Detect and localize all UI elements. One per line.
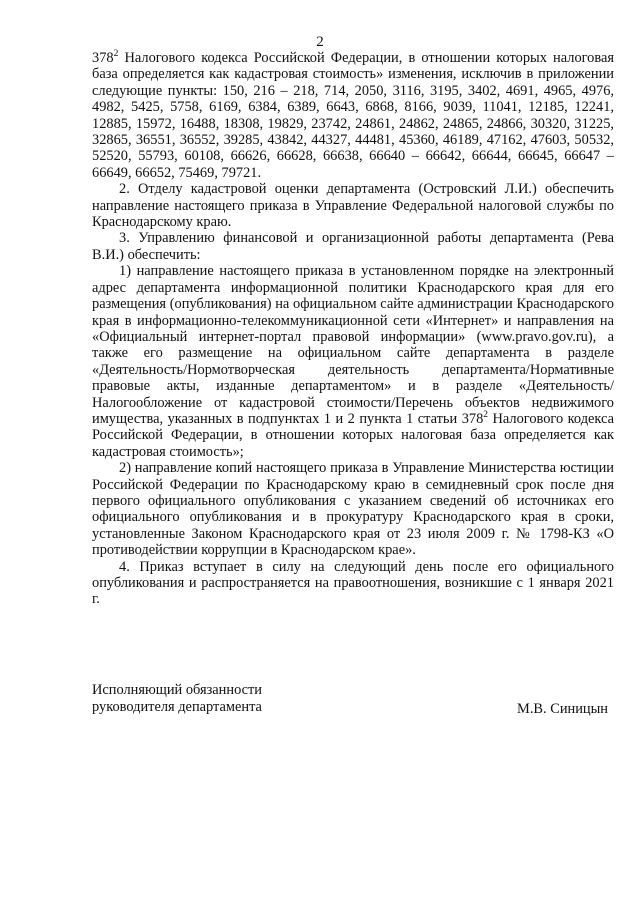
paragraph-3-1 xyxy=(92,263,614,460)
paragraph-text: 1) направление настоящего приказа в установленном порядке на электронный адрес департамента информационной политики Краснодарского края для его размещения (опубликования) на официальном сайте администрации Краснодарского края в информационно-телекоммуникационной сети «Интернет» и направления на «Официальный интернет-портал правовой информации» (www.pravo.gov.ru), а также его размещение на официальном сайте департамента в разделе «Деятельность/Нормотворческая деятельность департамента/Нормативные правовые акты, изданные департаментом» и в разделе «Деятельность/Налогообложение от кадастровой стоимости/Перечень объектов недвижимого имущества, указанных в подпунктах 1 и 2 пункта 1 статьи 378 xyxy=(92,263,614,427)
paragraph-text: Налогового кодекса Российской Федерации, в отношении которых налоговая база определяется как кадастровая стоимость»; xyxy=(92,410,614,460)
paragraph-text: Налогового кодекса Российской Федерации, в отношении которых налоговая база определяется как кадастровая стоимость» изменения, исключив в приложении следующие пункты: 150, 216 – 218, 714, 2050, 3116, 3195, 3402, 4691, 4965, 4976, 4982, 5425, 5758, 6169, 6384, 6389, 6643, 6868, 8166, 9039, 11041, 12185, 12241, 12885, 15972, 16488, 18308, 19829, 23742, 24861, 24862, 24865, 24866, 30320, 31225, 32865, 36551, 36552, 39285, 43842, 44327, 44481, 45360, 46189, 47162, 47603, 50532, 52520, 55793, 60108, 66626, 66628, 66638, 66640 – 66642, 66644, 66645, 66647 – 66649, 66652, 75469, 79721. xyxy=(92,50,614,181)
paragraph-exclusions xyxy=(92,50,614,181)
page-number: 2 xyxy=(316,34,324,50)
paragraph-4: 4. Приказ вступает в силу на следующий день после его официального опубликования и распространяется на правоотношения, возникшие с 1 января 2021 г. xyxy=(92,558,614,608)
signature-name: М.В. Синицын xyxy=(517,701,608,717)
article-number: 378 xyxy=(92,50,114,66)
signature-role xyxy=(92,682,262,716)
article-superscript: 2 xyxy=(483,410,489,421)
article-superscript: 2 xyxy=(113,49,119,60)
paragraph-2: 2. Отделу кадастровой оценки департамента (Островский Л.И.) обеспечить направление настоящего приказа в Управление Федеральной налоговой службы по Краснодарскому краю. xyxy=(92,181,614,231)
signature-role-line: руководителя департамента xyxy=(92,699,262,715)
signature-role-line: Исполняющий обязанности xyxy=(92,682,263,698)
document-body xyxy=(92,50,614,608)
paragraph-3-2: 2) направление копий настоящего приказа в Управление Министерства юстиции Российской Федерации по Краснодарскому краю в семидневный срок после дня первого официального опубликования с указанием сведений об источниках его официального опубликования и в прокуратуру Краснодарского края в сроки, установленные Законом Краснодарского края от 23 июля 2009 г. № 1798-КЗ «О противодействии коррупции в Краснодарском крае». xyxy=(92,460,614,559)
paragraph-3: 3. Управлению финансовой и организационной работы департамента (Рева В.И.) обеспечить: xyxy=(92,230,614,263)
